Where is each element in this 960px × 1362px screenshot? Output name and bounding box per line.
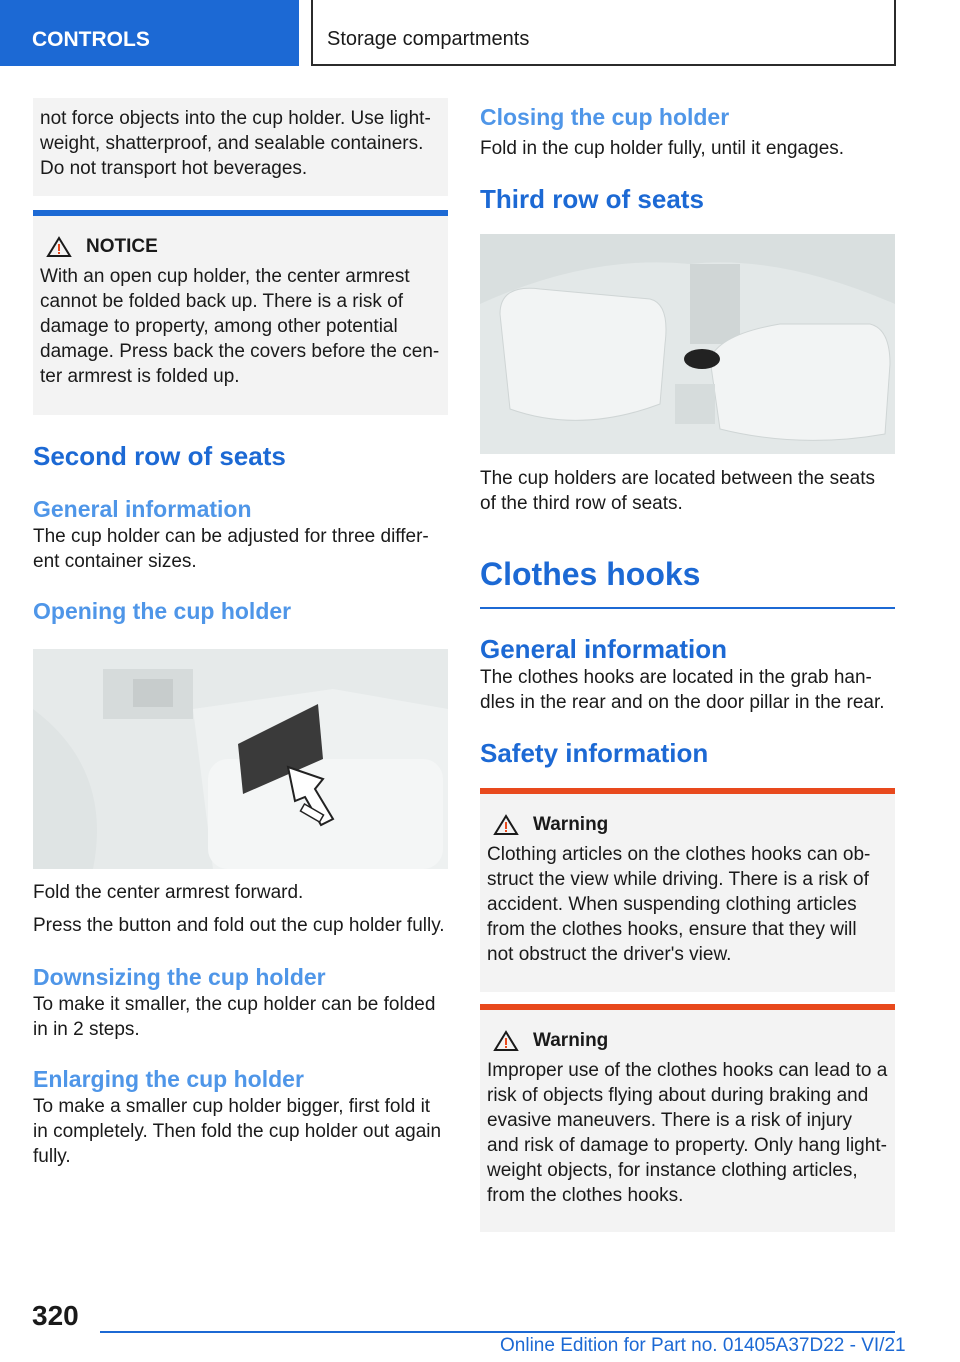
second-row-heading: Second row of seats bbox=[33, 441, 286, 471]
enlarging-text: To make a smaller cup holder bigger, first fold it in completely. Then fold the cup holder out again fully. bbox=[33, 1096, 442, 1167]
enlarging-heading: Enlarging the cup holder bbox=[33, 1066, 304, 1092]
notice-text: With an open cup holder, the center armrest cannot be folded back up. There is a risk of damage to property, among other potential damage. Press back the covers before the cen-ter armrest is folded up. bbox=[40, 266, 440, 387]
general-info-text: The cup holder can be adjusted for three differ-ent container sizes. bbox=[33, 526, 429, 572]
footer-rule bbox=[100, 1331, 895, 1333]
step-press-button: Press the button and fold out the cup holder fully. bbox=[33, 915, 445, 936]
closing-heading: Closing the cup holder bbox=[480, 104, 730, 130]
warning1-title-row bbox=[487, 814, 888, 836]
hooks-general-heading: General information bbox=[480, 634, 728, 664]
third-row-section bbox=[480, 466, 895, 594]
notice-title: NOTICE bbox=[86, 236, 158, 257]
step-fold-armrest: Fold the center armrest forward. bbox=[33, 882, 304, 903]
warning1-box bbox=[480, 794, 895, 992]
page-number: 320 bbox=[32, 1300, 79, 1331]
general-info-heading: General information bbox=[33, 496, 252, 522]
downsizing-text: To make it smaller, the cup holder can be folded in in 2 steps. bbox=[33, 994, 436, 1040]
notice-box bbox=[33, 216, 448, 415]
safety-info-heading: Safety information bbox=[480, 738, 709, 768]
closing-section bbox=[480, 102, 895, 215]
hooks-general-text: The clothes hooks are located in the grab han-dles in the rear and on the door pillar in the rear. bbox=[480, 667, 885, 713]
downsizing-heading: Downsizing the cup holder bbox=[33, 964, 326, 990]
section-tab bbox=[0, 0, 299, 66]
intro-warning-box bbox=[33, 98, 448, 196]
closing-text: Fold in the cup holder fully, until it engages. bbox=[480, 138, 845, 159]
warning-triangle-icon bbox=[493, 814, 519, 836]
intro-text: not force objects into the cup holder. Use light-weight, shatterproof, and sealable containers. Do not transport hot beverages. bbox=[40, 108, 431, 179]
warning1-text: Clothing articles on the clothes hooks can ob-struct the view while driving. There is a risk of accident. When suspending clothing articles from the clothes hooks, ensure that they will not obstruct the driver's view. bbox=[487, 844, 871, 965]
warning-triangle-icon bbox=[46, 236, 72, 258]
armrest-cup-holder-image bbox=[33, 649, 448, 869]
warning2-box bbox=[480, 1010, 895, 1232]
warning-triangle-icon bbox=[493, 1030, 519, 1052]
third-row-heading: Third row of seats bbox=[480, 184, 704, 214]
second-row-section bbox=[33, 440, 448, 626]
chapter-title: Storage compartments bbox=[327, 28, 530, 50]
clothes-hooks-section bbox=[480, 633, 895, 769]
opening-heading: Opening the cup holder bbox=[33, 598, 292, 624]
section-title: CONTROLS bbox=[32, 28, 150, 51]
chapter-header bbox=[311, 0, 896, 66]
warning2-title: Warning bbox=[533, 1030, 609, 1051]
warning2-title-row bbox=[487, 1030, 888, 1052]
third-row-seats-image bbox=[480, 234, 895, 454]
third-row-text: The cup holders are located between the seats of the third row of seats. bbox=[480, 468, 876, 514]
clothes-hooks-heading: Clothes hooks bbox=[480, 556, 701, 592]
warning1-title: Warning bbox=[533, 814, 609, 835]
warning2-text: Improper use of the clothes hooks can lead to a risk of objects flying about during braking and evasive maneuvers. There is a risk of injury and risk of damage to property. Only hang light-weight objects, for instance clothing articles, from the clothes hooks. bbox=[487, 1060, 888, 1206]
second-row-steps bbox=[33, 880, 448, 1169]
notice-title-row bbox=[40, 236, 441, 258]
footer-edition: Online Edition for Part no. 01405A37D22 - VI/21 bbox=[500, 1335, 906, 1356]
clothes-hooks-rule bbox=[480, 607, 895, 609]
